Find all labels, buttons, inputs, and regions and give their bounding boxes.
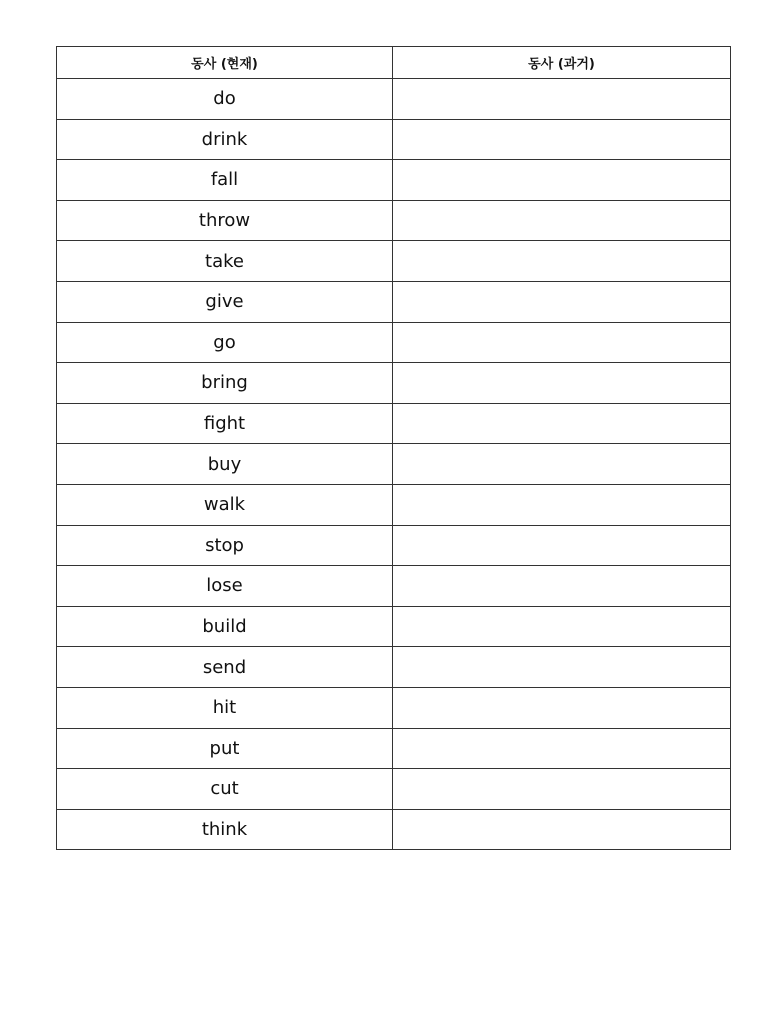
- past-verb-answer-cell[interactable]: [393, 809, 731, 850]
- past-verb-answer-cell[interactable]: [393, 119, 731, 160]
- verb-worksheet: [56, 46, 730, 850]
- table-row: [57, 647, 731, 688]
- past-verb-answer-cell[interactable]: [393, 363, 731, 404]
- past-verb-answer-cell[interactable]: [393, 281, 731, 322]
- present-verb-cell: drink: [57, 119, 393, 160]
- present-verb-cell: go: [57, 322, 393, 363]
- present-verb-cell: buy: [57, 444, 393, 485]
- table-row: [57, 606, 731, 647]
- header-row: [57, 47, 731, 79]
- table-row: [57, 322, 731, 363]
- present-verb-cell: think: [57, 809, 393, 850]
- table-row: [57, 79, 731, 120]
- table-row: [57, 687, 731, 728]
- table-row: [57, 444, 731, 485]
- past-verb-answer-cell[interactable]: [393, 160, 731, 201]
- past-verb-answer-cell[interactable]: [393, 322, 731, 363]
- past-verb-answer-cell[interactable]: [393, 728, 731, 769]
- table-row: [57, 403, 731, 444]
- present-verb-cell: fight: [57, 403, 393, 444]
- present-verb-cell: throw: [57, 200, 393, 241]
- past-verb-answer-cell[interactable]: [393, 200, 731, 241]
- past-verb-answer-cell[interactable]: [393, 525, 731, 566]
- present-verb-cell: lose: [57, 566, 393, 607]
- table-row: [57, 728, 731, 769]
- present-verb-cell: put: [57, 728, 393, 769]
- table-row: [57, 241, 731, 282]
- verb-rows: [57, 79, 731, 850]
- past-verb-answer-cell[interactable]: [393, 566, 731, 607]
- past-verb-answer-cell[interactable]: [393, 403, 731, 444]
- past-verb-answer-cell[interactable]: [393, 241, 731, 282]
- verb-tense-table: [56, 46, 731, 850]
- table-row: [57, 363, 731, 404]
- present-verb-cell: do: [57, 79, 393, 120]
- present-verb-cell: give: [57, 281, 393, 322]
- present-verb-cell: send: [57, 647, 393, 688]
- present-verb-cell: build: [57, 606, 393, 647]
- present-verb-cell: bring: [57, 363, 393, 404]
- present-verb-cell: fall: [57, 160, 393, 201]
- present-verb-cell: cut: [57, 769, 393, 810]
- past-verb-answer-cell[interactable]: [393, 647, 731, 688]
- table-row: [57, 484, 731, 525]
- table-row: [57, 281, 731, 322]
- header-past-tense: 동사 (과거): [393, 47, 731, 79]
- present-verb-cell: hit: [57, 687, 393, 728]
- table-row: [57, 809, 731, 850]
- header-present-tense: 동사 (현재): [57, 47, 393, 79]
- past-verb-answer-cell[interactable]: [393, 79, 731, 120]
- present-verb-cell: stop: [57, 525, 393, 566]
- table-row: [57, 160, 731, 201]
- table-row: [57, 769, 731, 810]
- table-row: [57, 525, 731, 566]
- past-verb-answer-cell[interactable]: [393, 687, 731, 728]
- present-verb-cell: walk: [57, 484, 393, 525]
- past-verb-answer-cell[interactable]: [393, 606, 731, 647]
- present-verb-cell: take: [57, 241, 393, 282]
- table-row: [57, 566, 731, 607]
- table-row: [57, 200, 731, 241]
- past-verb-answer-cell[interactable]: [393, 444, 731, 485]
- past-verb-answer-cell[interactable]: [393, 484, 731, 525]
- table-row: [57, 119, 731, 160]
- past-verb-answer-cell[interactable]: [393, 769, 731, 810]
